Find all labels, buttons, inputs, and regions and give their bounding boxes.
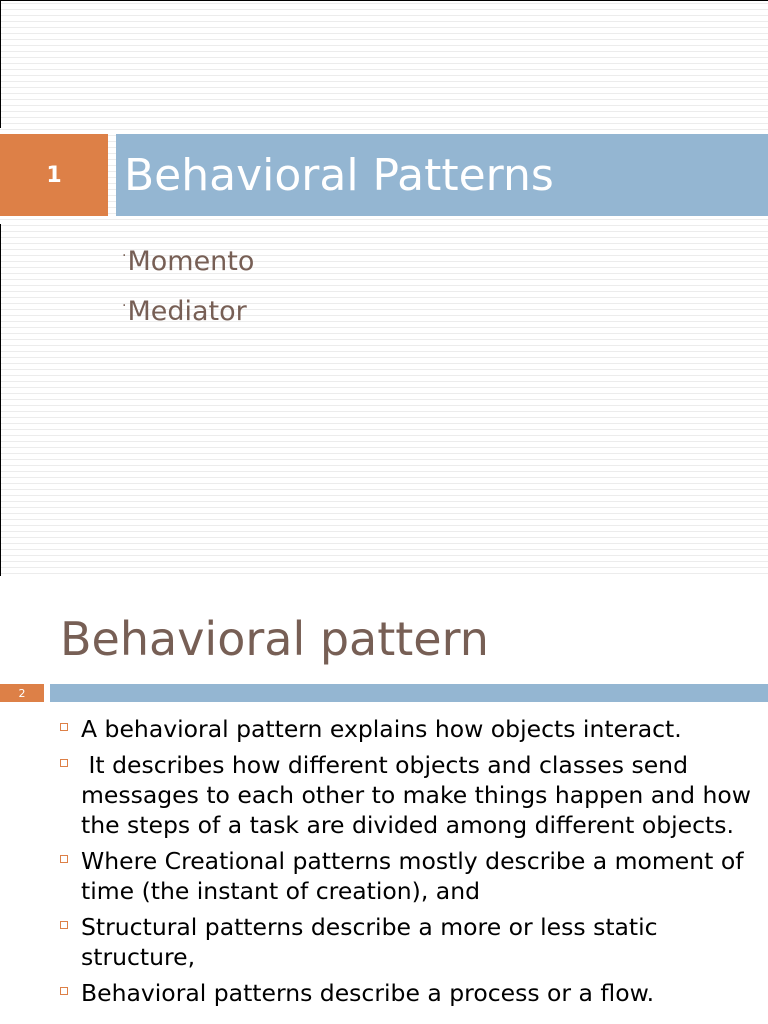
list-item — [58, 912, 758, 972]
square-bullet-icon — [60, 723, 68, 731]
slide-left-edge-lower — [0, 224, 1, 576]
slide-number: 2 — [18, 686, 26, 700]
dot-bullet-icon: · — [122, 298, 127, 314]
list-item — [58, 750, 758, 840]
square-bullet-icon — [60, 855, 68, 863]
list-item-text: It describes how different objects and classes send messages to each other to make things happen and how the steps of a task are divided among different objects. — [81, 751, 759, 839]
list-item — [58, 846, 758, 906]
list-item-text: Structural patterns describe a more or less static structure, — [81, 913, 658, 971]
slide-title: Behavioral Patterns — [124, 149, 554, 201]
list-item-text: Behavioral patterns describe a process or a flow. — [81, 979, 655, 1007]
square-bullet-icon — [60, 987, 68, 995]
dot-bullet-icon: · — [122, 248, 127, 264]
slide-number-box — [0, 134, 108, 216]
body-bullet-list — [58, 714, 758, 1014]
title-bar — [116, 134, 768, 216]
bullet-list — [122, 234, 254, 334]
bullet-item — [122, 284, 254, 334]
square-bullet-icon — [60, 759, 68, 767]
slide-number: 1 — [46, 162, 62, 188]
list-item — [58, 714, 758, 744]
square-bullet-icon — [60, 921, 68, 929]
slide-2 — [0, 576, 768, 1024]
slide-heading: Behavioral pattern — [60, 612, 489, 666]
bullet-item — [122, 234, 254, 284]
list-item — [58, 978, 758, 1008]
slide-top-rule — [0, 0, 768, 1]
list-item-text: A behavioral pattern explains how objects interact. — [81, 715, 682, 743]
list-item-text: Where Creational patterns mostly describe a moment of time (the instant of creation), and — [81, 847, 744, 905]
heading-rule-bar — [50, 684, 768, 702]
bullet-text: Mediator — [127, 296, 247, 327]
slide-left-edge-upper — [0, 0, 1, 128]
slide-number-box — [0, 684, 44, 702]
bullet-text: Momento — [127, 246, 255, 277]
